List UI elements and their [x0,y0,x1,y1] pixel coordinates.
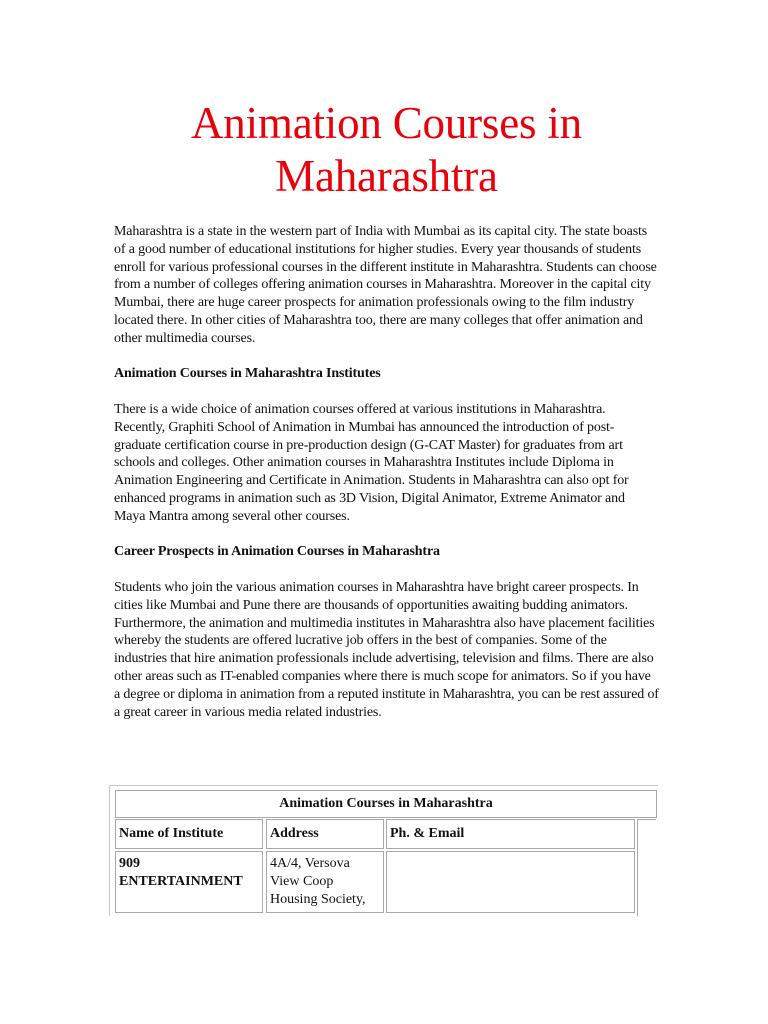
title-line-2: Maharashtra [275,151,498,201]
table-edge-column [637,819,656,916]
document-page [114,0,659,721]
institutes-table [109,785,658,916]
column-header-contact: Ph. & Email [386,819,635,849]
table-cell-address [266,851,384,913]
section-heading-career: Career Prospects in Animation Courses in Maharashtra [114,544,440,560]
institute-name-line-1: 909 [119,856,140,871]
address-line-2: View Coop [270,873,334,889]
table-cell-institute [115,851,263,913]
address-line-3: Housing Society, [270,891,366,907]
page-title [114,0,659,203]
title-line-1: Animation Courses in [191,98,582,148]
institutes-paragraph: There is a wide choice of animation courses offered at various institutions in Maharashtra. Recently, Graphiti School of Animation in Mumbai has announced the introduction of post-graduate certification course in pre-production design (G-CAT Master) for graduates from art schools and colleges. Other animation courses in Maharashtra Institutes include Diploma in Animation Engineering and Certificate in Animation. Students in Maharashtra can also opt for enhanced programs in animation such as 3D Vision, Digital Animator, Extreme Animator and Maya Mantra among several other courses. [114,401,629,524]
table-caption: Animation Courses in Maharashtra [115,790,657,818]
institute-name-line-2: ENTERTAINMENT [119,873,243,889]
column-header-institute: Name of Institute [115,819,263,849]
section-heading-institutes: Animation Courses in Maharashtra Institutes [114,366,381,382]
column-header-address: Address [266,819,384,849]
table-cell-contact [386,851,635,913]
intro-paragraph: Maharashtra is a state in the western part of India with Mumbai as its capital city. The state boasts of a good number of educational institutions for higher studies. Every year thousands of students enroll for various professional courses in the different institute in Maharashtra. Students can choose from a number of colleges offering animation courses in Maharashtra. Moreover in the capital city Mumbai, there are huge career prospects for animation professionals owing to the film industry located there. In other cities of Maharashtra too, there are many colleges that offer animation and other multimedia courses. [114,224,657,346]
address-line-1: 4A/4, Versova [270,856,350,871]
career-paragraph: Students who join the various animation courses in Maharashtra have bright career prospects. In cities like Mumbai and Pune there are thousands of opportunities awaiting budding animators. Furthermore, the animation and multimedia institutes in Maharashtra also have placement facilities whereby the students are offered lucrative job offers in the best of companies. Some of the industries that hire animation professionals include advertising, television and films. There are also other areas such as IT-enabled companies where there is much scope for animators. So if you have a degree or diploma in animation from a reputed institute in Maharashtra, you can be rest assured of a great career in various media related industries. [114,579,659,720]
